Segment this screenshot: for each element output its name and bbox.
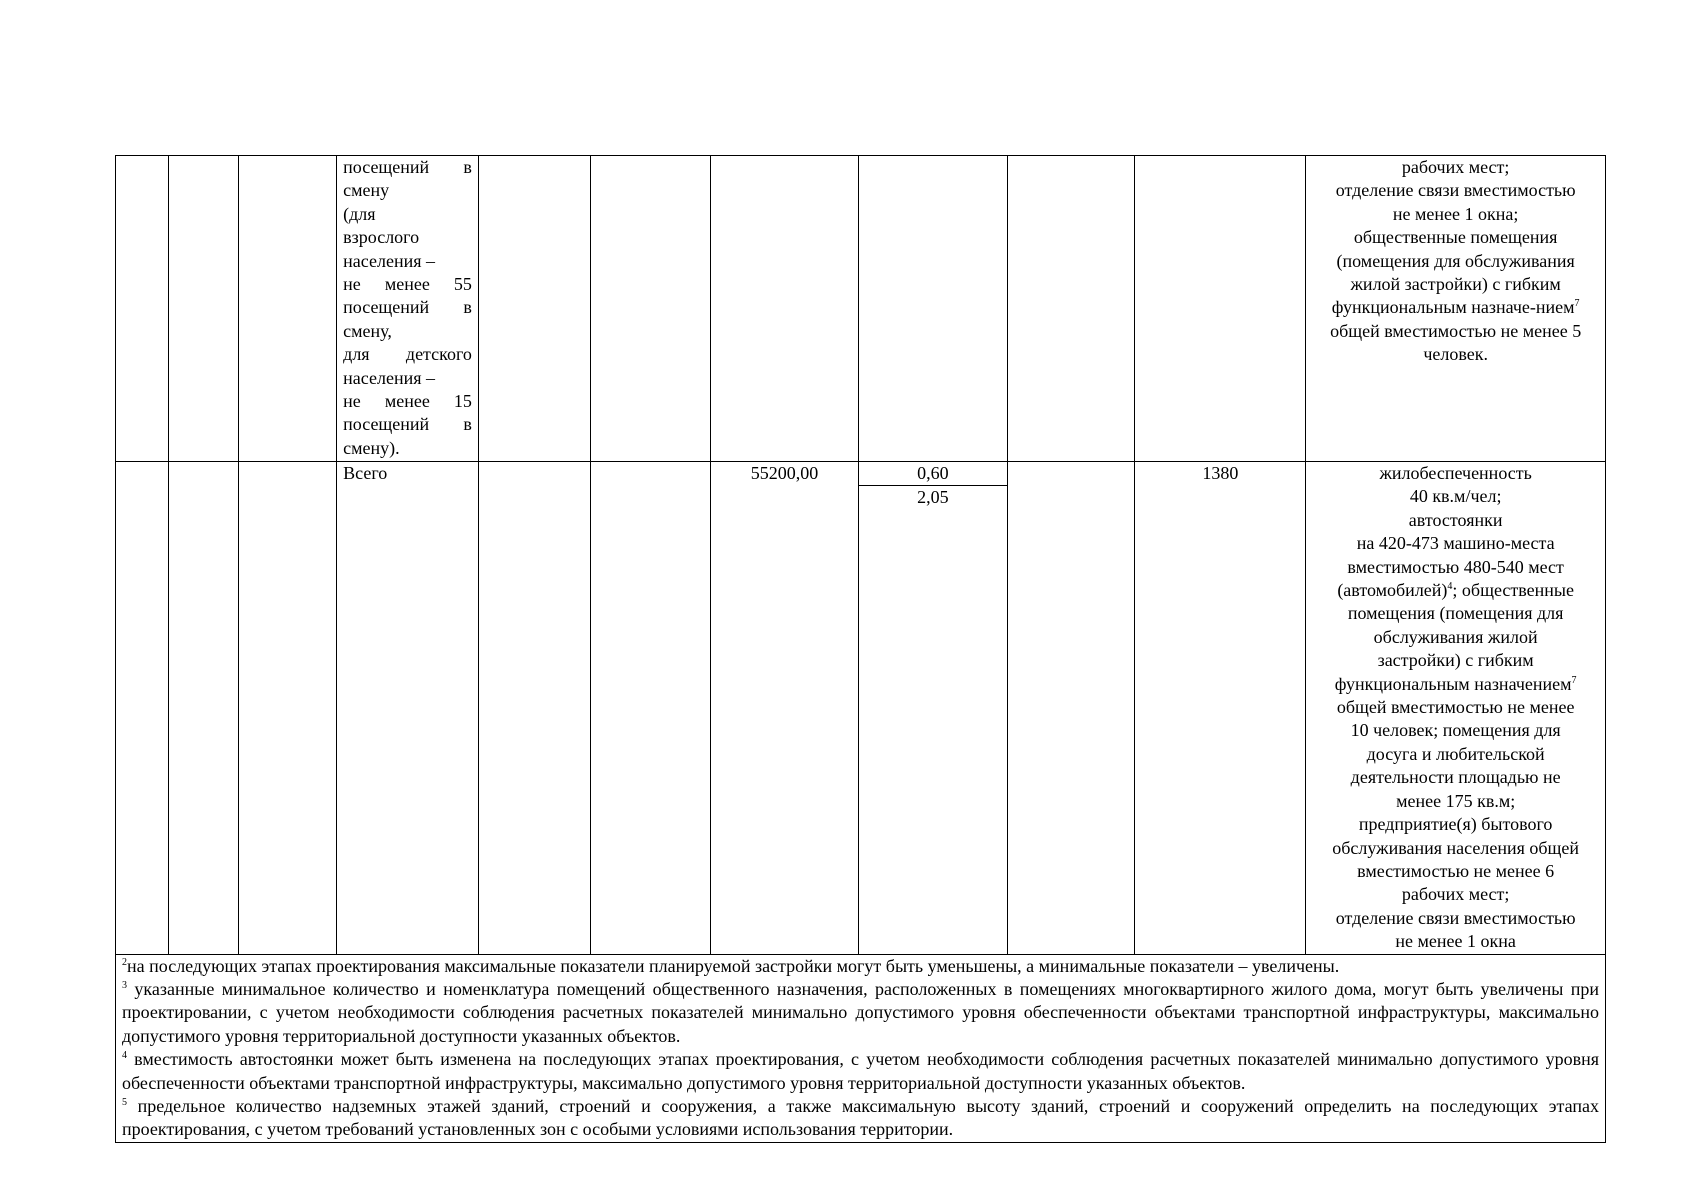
text-line: жилой застройки) с гибким xyxy=(1350,274,1561,295)
text-line xyxy=(1312,296,1599,319)
count-value: 1380 xyxy=(1135,462,1306,955)
area-value: 55200,00 xyxy=(711,462,859,955)
ratio-bottom: 2,05 xyxy=(917,487,949,508)
data-table xyxy=(115,155,1606,1143)
ratio-cell xyxy=(858,462,1007,955)
cell xyxy=(590,156,711,462)
text-line: застройки) с гибким xyxy=(1377,650,1534,671)
text-line: смену). xyxy=(343,437,400,458)
footnote-text: указанные минимальное количество и номенклатура помещений общественного назначения, расположенных в помещениях многоквартирного жилого дома, могут быть увеличены при проектировании, с учетом необходимости соблюдения расчетных показателей минимально допустимого уровня обеспеченности объектами транспортной инфраструктуры, максимально допустимого уровня территориальной доступности указанных объектов. xyxy=(122,978,1599,1046)
text-line: отделение связи вместимостью xyxy=(1335,180,1576,201)
footnotes-row xyxy=(116,954,1606,1142)
text-line: жилобеспеченность xyxy=(1379,463,1532,483)
text-line: для детского xyxy=(343,344,472,365)
footnote-mark: 3 xyxy=(122,979,127,991)
document-page xyxy=(115,155,1606,1143)
text-line: смену, xyxy=(343,320,392,341)
text-line: (для xyxy=(343,203,376,224)
footnote-mark: 2 xyxy=(122,956,127,968)
text-line: автостоянки xyxy=(1408,509,1503,530)
footnote xyxy=(122,955,1599,978)
text-fragment: функциональным назначением xyxy=(1334,673,1572,694)
text-line: (помещения для обслуживания xyxy=(1336,250,1575,271)
text-line: обслуживания населения общей xyxy=(1332,837,1580,858)
text-line: не менее 1 окна xyxy=(1395,931,1516,952)
text-line: рабочих мест; xyxy=(1401,157,1510,177)
cell xyxy=(238,462,337,955)
cell xyxy=(478,156,590,462)
ratio-top: 0,60 xyxy=(859,462,1007,486)
text-fragment: ; общественные xyxy=(1452,580,1574,601)
text-line: деятельности площадью не xyxy=(1350,767,1561,788)
text-line xyxy=(1312,579,1599,602)
text-line: посещений в xyxy=(343,157,472,177)
text-line: общей вместимостью не менее xyxy=(1336,697,1575,718)
cell xyxy=(1135,156,1306,462)
footnote-text: на последующих этапах проектирования максимальные показатели планируемой застройки могут быть уменьшены, а минимальные показатели – увеличены. xyxy=(127,955,1340,976)
footnotes-cell xyxy=(116,954,1606,1142)
text-line: отделение связи вместимостью xyxy=(1335,907,1576,928)
text-line: вместимостью 480-540 мест xyxy=(1347,556,1564,577)
footnote-mark: 5 xyxy=(122,1096,127,1108)
cell xyxy=(711,156,859,462)
notes-cell xyxy=(1306,156,1606,462)
notes-cell xyxy=(1306,462,1606,955)
text-line: вместимостью не менее 6 xyxy=(1357,860,1555,881)
footnote-ref: 7 xyxy=(1574,298,1580,310)
footnote-ref: 7 xyxy=(1571,674,1577,686)
text-line: общественные помещения xyxy=(1353,227,1558,248)
text-fragment: функциональным назначе-нием xyxy=(1331,297,1575,318)
text-line: рабочих мест; xyxy=(1401,884,1510,905)
text-line: досуга и любительской xyxy=(1366,743,1545,764)
footnote xyxy=(122,978,1599,1048)
text-line: смену xyxy=(343,180,390,201)
text-line: человек. xyxy=(1423,344,1488,365)
text-line: не менее 55 xyxy=(343,274,472,295)
text-line: общей вместимостью не менее 5 xyxy=(1330,320,1582,341)
cell xyxy=(1007,462,1135,955)
text-line xyxy=(1312,673,1599,696)
text-line: обслуживания жилой xyxy=(1373,626,1538,647)
text-line: на 420-473 машино-места xyxy=(1356,533,1555,554)
text-line: населения – xyxy=(343,250,435,271)
table-row xyxy=(116,156,1606,462)
footnote-text: вместимость автостоянки может быть изменена на последующих этапах проектирования, с учетом необходимости соблюдения расчетных показателей минимально допустимого уровня обеспеченности объектами транспортной инфраструктуры, максимально допустимого уровня территориальной доступности указанных объектов. xyxy=(122,1049,1599,1093)
footnote xyxy=(122,1095,1599,1142)
text-line: посещений в xyxy=(343,297,472,318)
text-line: предприятие(я) бытового xyxy=(1358,814,1553,835)
total-label: Всего xyxy=(337,462,479,955)
cell xyxy=(169,156,238,462)
cell xyxy=(116,462,169,955)
cell xyxy=(238,156,337,462)
text-line: 40 кв.м/чел; xyxy=(1409,486,1502,507)
text-line: 10 человек; помещения для xyxy=(1350,720,1561,741)
cell xyxy=(1007,156,1135,462)
text-line: посещений в xyxy=(343,414,472,435)
cell xyxy=(858,156,1007,462)
cell xyxy=(116,156,169,462)
footnote-text: предельное количество надземных этажей зданий, строений и сооружения, а также максимальную высоту зданий, строений и сооружений определить на последующих этапах проектирования, с учетом требований установленных зон с особыми условиями использования территории. xyxy=(122,1095,1599,1140)
cell xyxy=(590,462,711,955)
text-line: не менее 15 xyxy=(343,391,472,412)
cell xyxy=(478,462,590,955)
text-line: взрослого xyxy=(343,227,420,248)
text-line: не менее 1 окна; xyxy=(1392,203,1519,224)
text-line: населения – xyxy=(343,367,435,388)
visits-cell xyxy=(337,156,479,462)
text-line: помещения (помещения для xyxy=(1347,603,1564,624)
ratio-fraction xyxy=(859,462,1007,510)
cell xyxy=(169,462,238,955)
text-fragment: (автомобилей) xyxy=(1337,580,1448,601)
table-row xyxy=(116,462,1606,955)
footnote xyxy=(122,1048,1599,1095)
footnote-ref: 4 xyxy=(1447,581,1453,593)
text-line: менее 175 кв.м; xyxy=(1396,790,1516,811)
footnote-mark: 4 xyxy=(122,1050,127,1062)
